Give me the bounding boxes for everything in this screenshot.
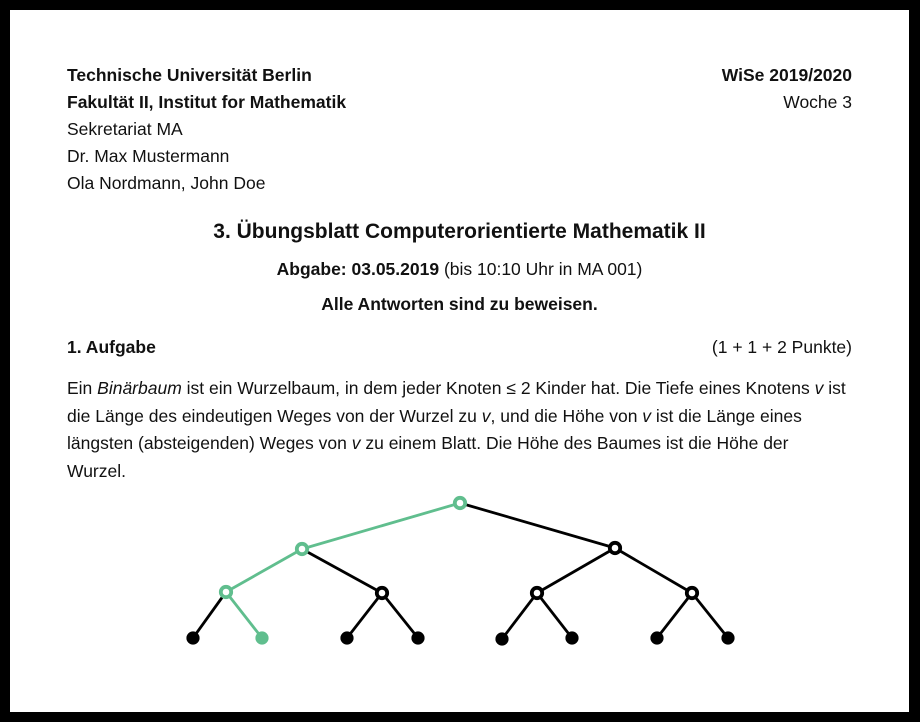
submission-date: Abgabe: 03.05.2019: [276, 259, 440, 279]
paragraph-segment: Binärbaum: [97, 378, 182, 398]
tree-edge: [382, 593, 418, 638]
lecturer-name: Dr. Max Mustermann: [67, 146, 230, 166]
tree-edge: [537, 548, 615, 593]
tree-edge: [692, 593, 728, 638]
tree-internal-node: [455, 498, 465, 508]
tree-internal-node: [377, 588, 387, 598]
tree-edge: [347, 593, 382, 638]
tree-leaf-node: [340, 631, 353, 644]
assistants-line: Ola Nordmann, John Doe: [67, 173, 266, 193]
week-label: Woche 3: [783, 92, 852, 112]
semester-label: WiSe 2019/2020: [721, 65, 852, 85]
paragraph-segment: zu einem Blatt. Die Höhe des Baumes ist die Höhe der Wurzel.: [67, 433, 789, 481]
secretariat-line: Sekretariat MA: [67, 119, 183, 139]
task-paragraph: [67, 375, 852, 485]
tree-internal-node: [610, 543, 620, 553]
tree-edge: [193, 592, 226, 638]
paragraph-segment: v: [642, 405, 652, 426]
institution-name: Technische Universität Berlin: [67, 65, 312, 85]
tree-leaf-node: [411, 631, 424, 644]
tree-internal-node: [687, 588, 697, 598]
tree-edge: [615, 548, 692, 593]
tree-edge: [502, 593, 537, 639]
tree-edge: [226, 592, 262, 638]
header-left-block: [67, 62, 346, 197]
tree-edge: [460, 503, 615, 548]
tree-edge: [302, 549, 382, 593]
tree-internal-node: [532, 588, 542, 598]
proof-notice: Alle Antworten sind zu beweisen.: [321, 294, 598, 314]
tree-leaf-node: [255, 631, 268, 644]
tree-internal-node: [297, 544, 307, 554]
paragraph-segment: v: [351, 433, 361, 453]
paragraph-segment: v: [481, 405, 491, 426]
paragraph-segment: ist die Länge eines längsten (absteigenden) Weges von: [67, 405, 802, 453]
task-heading-row: [67, 334, 852, 361]
task-points: (1 + 1 + 2 Punkte): [711, 337, 852, 357]
header-right-block: [722, 62, 852, 197]
tree-edge: [226, 549, 302, 592]
paragraph-segment: Ein: [67, 378, 98, 398]
document-content: [10, 10, 909, 485]
tree-leaf-node: [650, 631, 663, 644]
paragraph-segment: ist ein Wurzelbaum, in dem jeder Knoten ≤ 2 Kinder hat. Die Tiefe eines Knotens: [181, 378, 815, 398]
page-title: 3. Übungsblatt Computerorientierte Mathematik II: [213, 220, 706, 243]
paragraph-segment: ist die Länge des eindeutigen Weges von der Wurzel zu: [67, 378, 846, 426]
submission-line: [67, 256, 852, 283]
task-label: 1. Aufgabe: [67, 337, 156, 357]
paragraph-segment: v: [814, 378, 824, 398]
tree-internal-node: [221, 587, 231, 597]
tree-edge: [657, 593, 692, 638]
tree-edge: [537, 593, 572, 638]
submission-details: (bis 10:10 Uhr in MA 001): [439, 259, 643, 279]
binary-tree-figure: [140, 475, 780, 665]
tree-leaf-node: [721, 631, 734, 644]
document-header: [67, 62, 852, 197]
faculty-name: Fakultät II, Institut for Mathematik: [67, 92, 347, 112]
tree-edge: [302, 503, 460, 549]
paragraph-segment: , und die Höhe von: [490, 405, 643, 426]
tree-leaf-node: [495, 632, 508, 645]
tree-leaf-node: [186, 631, 199, 644]
tree-leaf-node: [565, 631, 578, 644]
